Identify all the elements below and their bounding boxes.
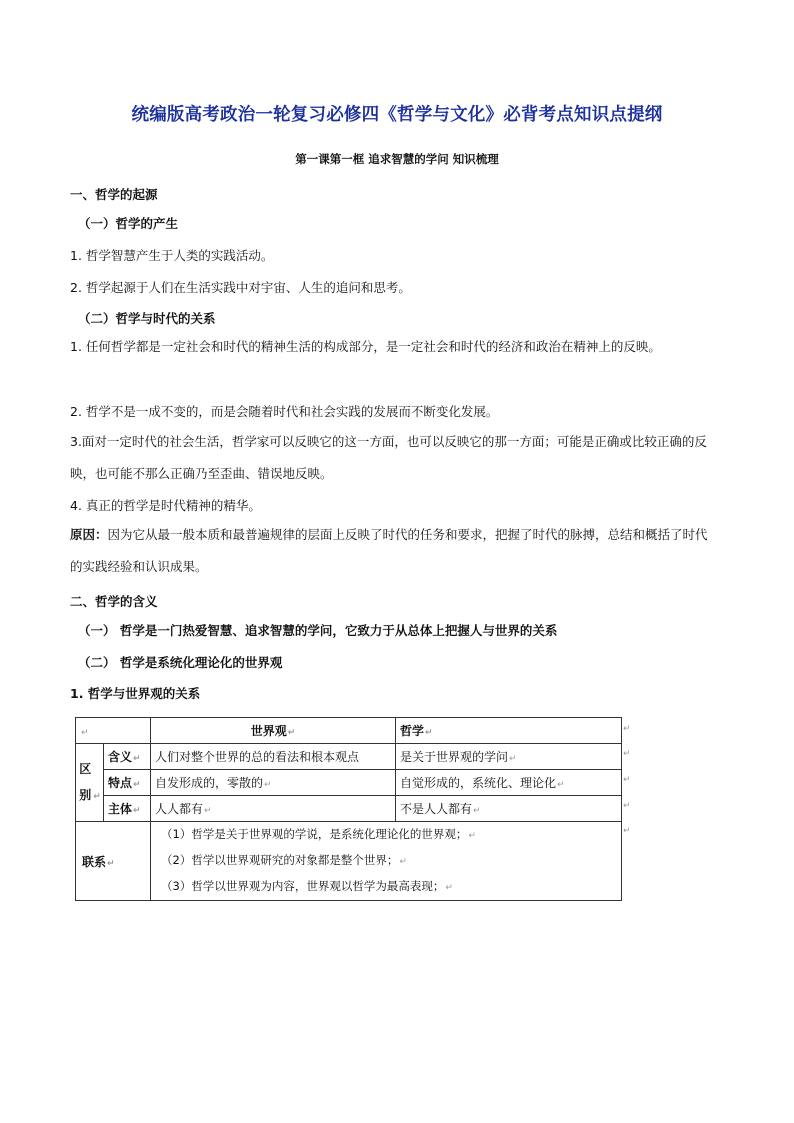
subheading-era-relation: （二）哲学与时代的关系 — [78, 311, 216, 326]
paragraph-3: 1. 任何哲学都是一定社会和时代的精神生活的构成部分，是一定社会和时代的经济和政治在精神上的反映。 — [70, 339, 661, 354]
subheading-systematic-worldview: （二） 哲学是系统化理论化的世界观 — [78, 655, 283, 670]
cell-worldview-feature: 自发形成的，零散的↵ — [151, 770, 396, 796]
table-row — [76, 744, 622, 770]
connection-item-3: （3）哲学以世界观为内容，世界观以哲学为最高表现；↵ — [161, 879, 453, 893]
row-label-meaning: 含义↵ — [104, 744, 151, 770]
cell-connection — [151, 822, 622, 901]
paragraph-2: 2. 哲学起源于人们在生活实践中对宇宙、人生的追问和思考。 — [70, 280, 411, 295]
row-end-mark: ↵ — [623, 775, 631, 785]
reason-text: 因为它从最一般本质和最普遍规律的层面上反映了时代的任务和要求，把握了时代的脉搏，总结和概括了时代的实践经验和认识成果。 — [70, 527, 708, 574]
cell-philosophy-meaning: 是关于世界观的学问↵ — [396, 744, 622, 770]
lesson-subtitle: 第一课第一框 追求智慧的学问 知识梳理 — [295, 152, 499, 166]
table-row — [76, 796, 622, 822]
table-row-connection — [76, 822, 622, 901]
row-label-subject: 主体↵ — [104, 796, 151, 822]
reason-paragraph — [70, 519, 720, 583]
item-philosophy-worldview: 1. 哲学与世界观的关系 — [70, 686, 201, 701]
header-worldview: 世界观↵ — [151, 718, 396, 744]
paragraph-1: 1. 哲学智慧产生于人类的实践活动。 — [70, 248, 274, 263]
cell-worldview-subject: 人人都有↵ — [151, 796, 396, 822]
group-label-difference: 区别 ↵ — [76, 744, 104, 822]
connection-item-2: （2）哲学以世界观研究的对象都是整个世界；↵ — [161, 853, 407, 867]
row-end-mark: ↵ — [623, 749, 631, 759]
row-label-feature: 特点↵ — [104, 770, 151, 796]
subheading-love-wisdom: （一） 哲学是一门热爱智慧、追求智慧的学问，它致力于从总体上把握人与世界的关系 — [78, 623, 558, 638]
section-heading-meaning: 二、哲学的含义 — [70, 594, 158, 609]
cell-worldview-meaning: 人们对整个世界的总的看法和根本观点 — [151, 744, 396, 770]
table-corner-cell: ↵ — [76, 718, 151, 744]
paragraph-5: 3.面对一定时代的社会生活，哲学家可以反映它的这一方面，也可以反映它的那一方面；可能是正确或比较正确的反映，也可能不那么正确乃至歪曲、错误地反映。 — [70, 434, 707, 481]
comparison-table — [75, 717, 622, 901]
cell-philosophy-subject: 不是人人都有↵ — [396, 796, 622, 822]
paragraph-4: 2. 哲学不是一成不变的，而是会随着时代和社会实践的发展而不断变化发展。 — [70, 404, 499, 419]
row-end-mark: ↵ — [623, 801, 631, 811]
subheading-emergence: （一）哲学的产生 — [78, 216, 179, 231]
cell-philosophy-feature: 自觉形成的，系统化、理论化↵ — [396, 770, 622, 796]
header-philosophy: 哲学↵ — [396, 718, 622, 744]
section-heading-origin: 一、哲学的起源 — [70, 187, 158, 202]
document-title: 统编版高考政治一轮复习必修四《哲学与文化》必背考点知识点提纲 — [131, 105, 663, 125]
row-end-mark: ↵ — [623, 724, 631, 734]
table-row — [76, 770, 622, 796]
table-header-row — [76, 718, 622, 744]
connection-item-1: （1）哲学是关于世界观的学说，是系统化理论化的世界观；↵ — [161, 827, 476, 841]
reason-label: 原因： — [70, 527, 108, 542]
row-end-mark: ↵ — [623, 826, 631, 836]
row-label-connection: 联系↵ — [76, 822, 151, 901]
paragraph-6: 4. 真正的哲学是时代精神的精华。 — [70, 498, 261, 513]
